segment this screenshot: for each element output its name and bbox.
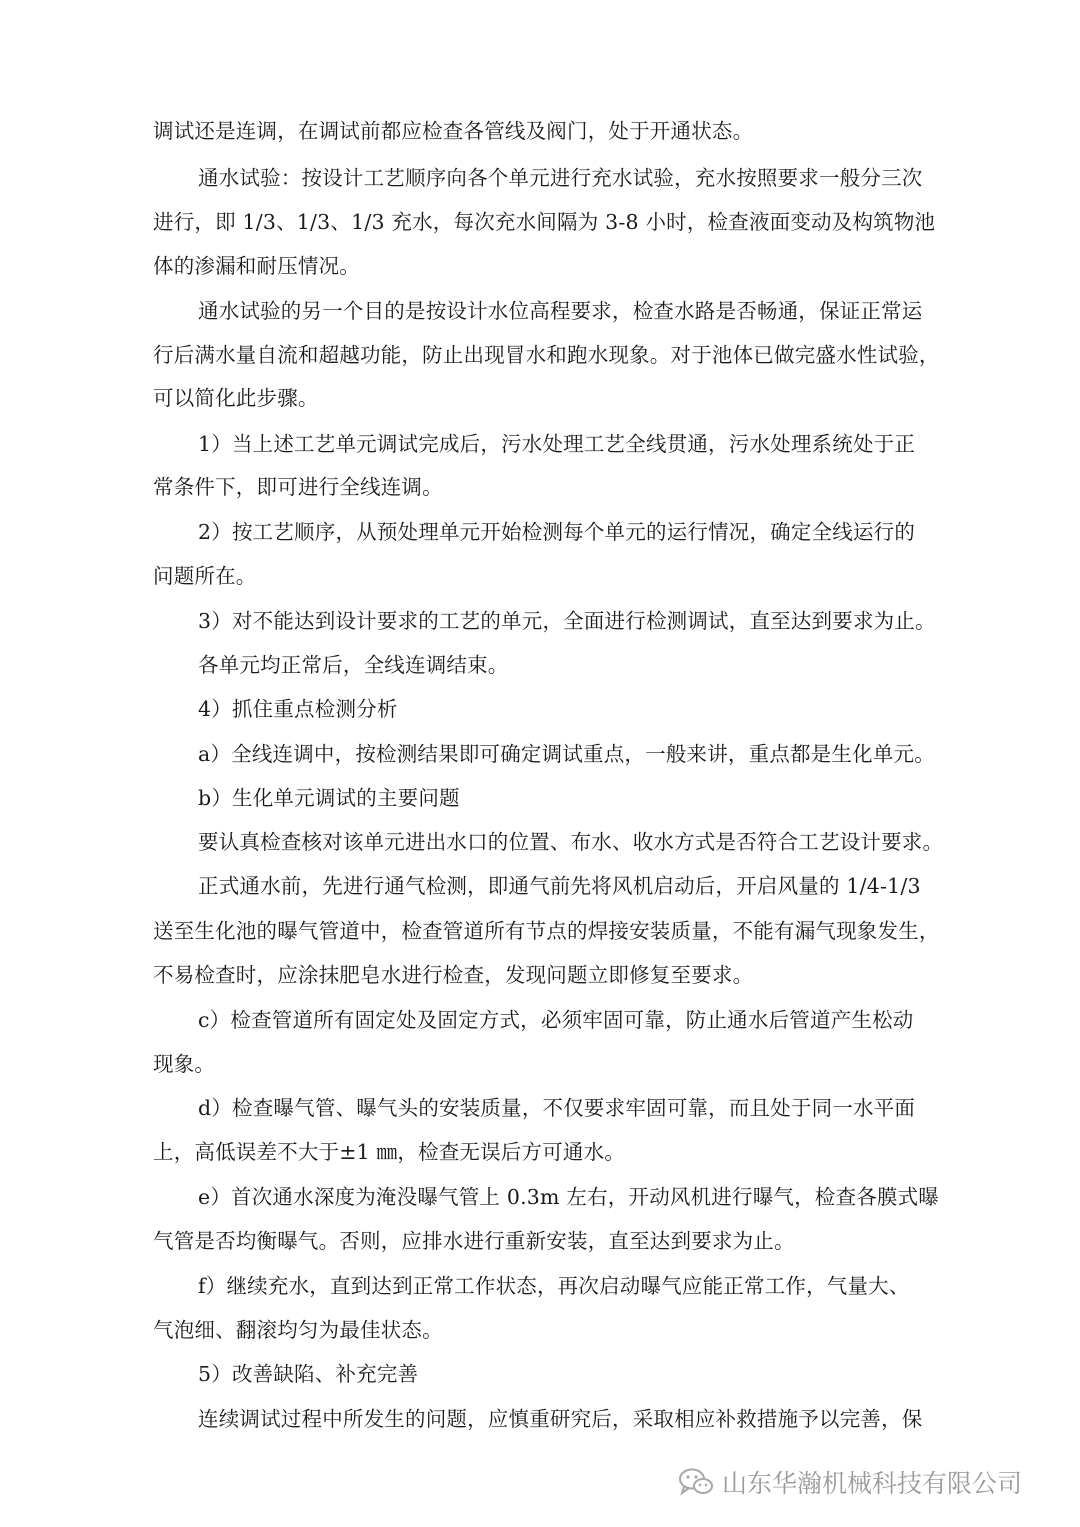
text-line: d）检查曝气管、曝气头的安装质量，不仅要求牢固可靠，而且处于同一水平面 [198,1096,916,1120]
wechat-icon [678,1467,714,1497]
text-line: 可以简化此步骤。 [153,386,319,410]
text-line: 体的渗漏和耐压情况。 [153,254,360,278]
text-line: f）继续充水，直到达到正常工作状态，再次启动曝气应能正常工作，气量大、 [198,1274,910,1298]
text-line: 不易检查时，应涂抹肥皂水进行检查，发现问题立即修复至要求。 [153,963,754,987]
text-line: 通水试验的另一个目的是按设计水位高程要求，检查水路是否畅通，保证正常运 [198,299,923,323]
text-line: b）生化单元调试的主要问题 [198,786,460,810]
text-line: 各单元均正常后，全线连调结束。 [198,653,509,677]
watermark [678,1462,1022,1502]
watermark-company-name: 山东华瀚机械科技有限公司 [722,1469,1023,1498]
text-line: 常条件下，即可进行全线连调。 [153,475,443,499]
text-line: 通水试验：按设计工艺顺序向各个单元进行充水试验，充水按照要求一般分三次 [198,166,923,190]
text-line: 4）抓住重点检测分析 [198,697,398,721]
text-line: 1）当上述工艺单元调试完成后，污水处理工艺全线贯通，污水处理系统处于正 [198,432,916,456]
text-line: 5）改善缺陷、补充完善 [198,1362,419,1386]
text-line: 2）按工艺顺序，从预处理单元开始检测每个单元的运行情况，确定全线运行的 [198,520,916,544]
text-line: 连续调试过程中所发生的问题，应慎重研究后，采取相应补救措施予以完善，保 [198,1407,923,1431]
text-line: 气泡细、翻滚均匀为最佳状态。 [153,1318,443,1342]
text-line: 现象。 [153,1052,216,1076]
text-line: a）全线连调中，按检测结果即可确定调试重点，一般来讲，重点都是生化单元。 [198,742,935,766]
text-line: 3）对不能达到设计要求的工艺的单元，全面进行检测调试，直至达到要求为止。 [198,609,936,633]
text-line: c）检查管道所有固定处及固定方式，必须牢固可靠，防止通水后管道产生松动 [198,1008,914,1032]
text-line: 问题所在。 [153,564,257,588]
text-line: 行后满水量自流和超越功能，防止出现冒水和跑水现象。对于池体已做完盛水性试验， [153,343,940,367]
text-line: 要认真检查核对该单元进出水口的位置、布水、收水方式是否符合工艺设计要求。 [198,830,944,854]
text-line: 送至生化池的曝气管道中，检查管道所有节点的焊接安装质量，不能有漏气现象发生， [153,919,940,943]
text-line: 正式通水前，先进行通气检测，即通气前先将风机启动后，开启风量的 1/4-1/3 [198,874,921,898]
text-line: e）首次通水深度为淹没曝气管上 0.3m 左右，开动风机进行曝气，检查各膜式曝 [198,1185,940,1209]
text-line: 气管是否均衡曝气。否则，应排水进行重新安装，直至达到要求为止。 [153,1229,795,1253]
text-line: 调试还是连调，在调试前都应检查各管线及阀门，处于开通状态。 [153,119,754,143]
text-line: 进行，即 1/3、1/3、1/3 充水，每次充水间隔为 3-8 小时，检查液面变动及构筑物池 [153,210,936,234]
text-line: 上，高低误差不大于±1 ㎜，检查无误后方可通水。 [153,1140,626,1164]
